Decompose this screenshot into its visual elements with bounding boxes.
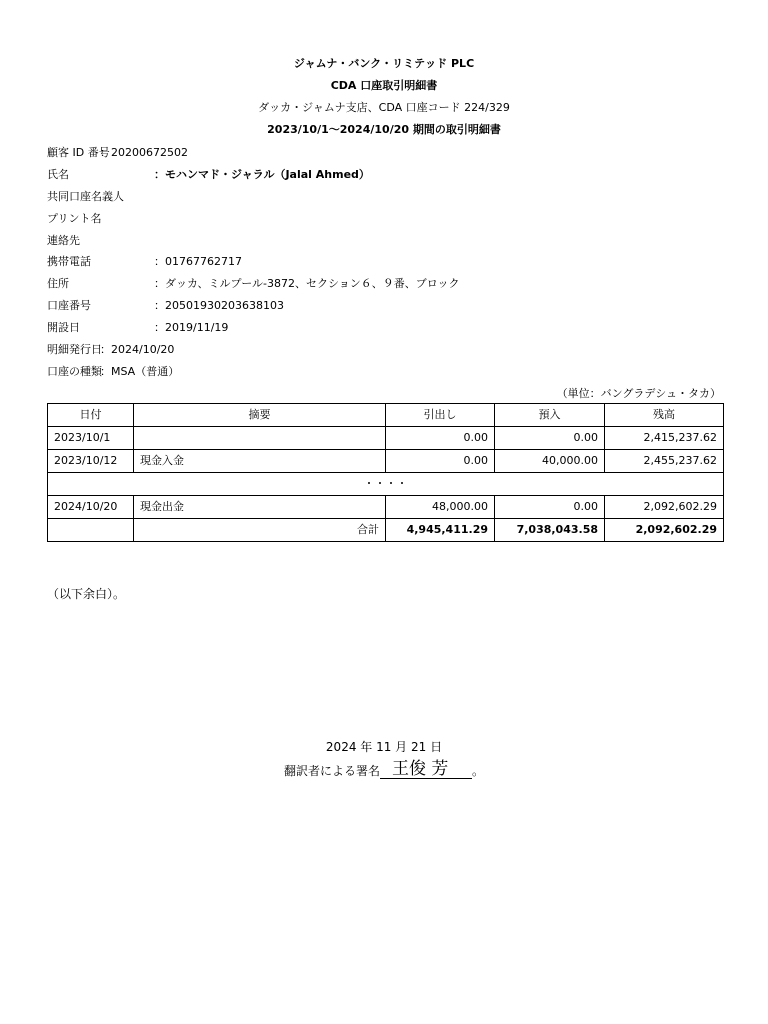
column-header-deposit: 預入 [495,404,605,427]
issue-date-value: ：2024/10/20 [100,343,175,356]
print-name-label: プリント名 [47,212,102,225]
column-header-balance: 残高 [605,404,724,427]
currency-note: （単位：バングラデシュ・タカ） [556,387,721,400]
row-balance: 2,092,602.29 [605,496,724,519]
row-description [134,427,386,450]
row-balance: 2,455,237.62 [605,450,724,473]
row-description: 現金出金 [134,496,386,519]
signature-label: 翻訳者による署名 [283,764,380,778]
name-label: 氏名 [47,168,69,181]
column-header-date: 日付 [48,404,134,427]
mobile-value: ：01767762717 [154,255,242,268]
column-header-description: 摘要 [134,404,386,427]
row-deposit: 0.00 [495,427,605,450]
account-number-label: 口座番号 [47,299,91,312]
blank-note: （以下余白）。 [47,587,126,601]
issue-date-label: 明細発行日 [47,343,102,356]
translator-signature: 王俊 芳 [380,760,472,779]
row-date: 2023/10/12 [48,450,134,473]
account-kind-label: 口座の種類 [47,365,102,378]
row-withdrawal: 0.00 [386,450,495,473]
table-row [48,450,724,473]
customer-id-label: 顧客 ID 番号 [47,146,110,159]
table-header-row [48,404,724,427]
footer-date: 2024 年 11 月 21 日 [325,740,443,754]
total-label: 合計 [134,519,386,542]
ellipsis-cell: ・・・・ [48,473,724,496]
branch-line: ダッカ・ジャムナ支店、CDA 口座コード 224/329 [258,101,510,114]
contact-label: 連絡先 [47,234,80,247]
table-row [48,427,724,450]
address-label: 住所 [47,277,69,290]
statement-period: 2023/10/1～2024/10/20 期間の取引明細書 [267,123,501,136]
total-deposit: 7,038,043.58 [495,519,605,542]
name-value: ：モハンマド・ジャラル（Jalal Ahmed） [154,168,370,181]
address-value: ：ダッカ、ミルプール-3872、セクション６、９番、ブロック [154,277,460,290]
ellipsis-row [48,473,724,496]
column-header-withdrawal: 引出し [386,404,495,427]
account-type-title: CDA 口座取引明細書 [330,79,438,92]
total-empty-cell [48,519,134,542]
total-withdrawal: 4,945,411.29 [386,519,495,542]
row-date: 2024/10/20 [48,496,134,519]
row-description: 現金入金 [134,450,386,473]
customer-id-value: ：20200672502 [100,146,188,159]
account-number-value: ：20501930203638103 [154,299,284,312]
row-deposit: 40,000.00 [495,450,605,473]
signature-line [0,760,768,779]
mobile-label: 携帯電話 [47,255,91,268]
transactions-table [47,403,724,542]
bank-name: ジャムナ・バンク・リミテッド PLC [293,57,475,70]
row-balance: 2,415,237.62 [605,427,724,450]
open-date-label: 開設日 [47,321,80,334]
row-deposit: 0.00 [495,496,605,519]
joint-holder-label: 共同口座名義人 [47,190,124,203]
total-row [48,519,724,542]
row-withdrawal: 48,000.00 [386,496,495,519]
row-withdrawal: 0.00 [386,427,495,450]
signature-end: 。 [472,764,485,778]
account-kind-value: ：MSA（普通） [100,365,180,378]
table-row [48,496,724,519]
total-balance: 2,092,602.29 [605,519,724,542]
open-date-value: ：2019/11/19 [154,321,229,334]
row-date: 2023/10/1 [48,427,134,450]
